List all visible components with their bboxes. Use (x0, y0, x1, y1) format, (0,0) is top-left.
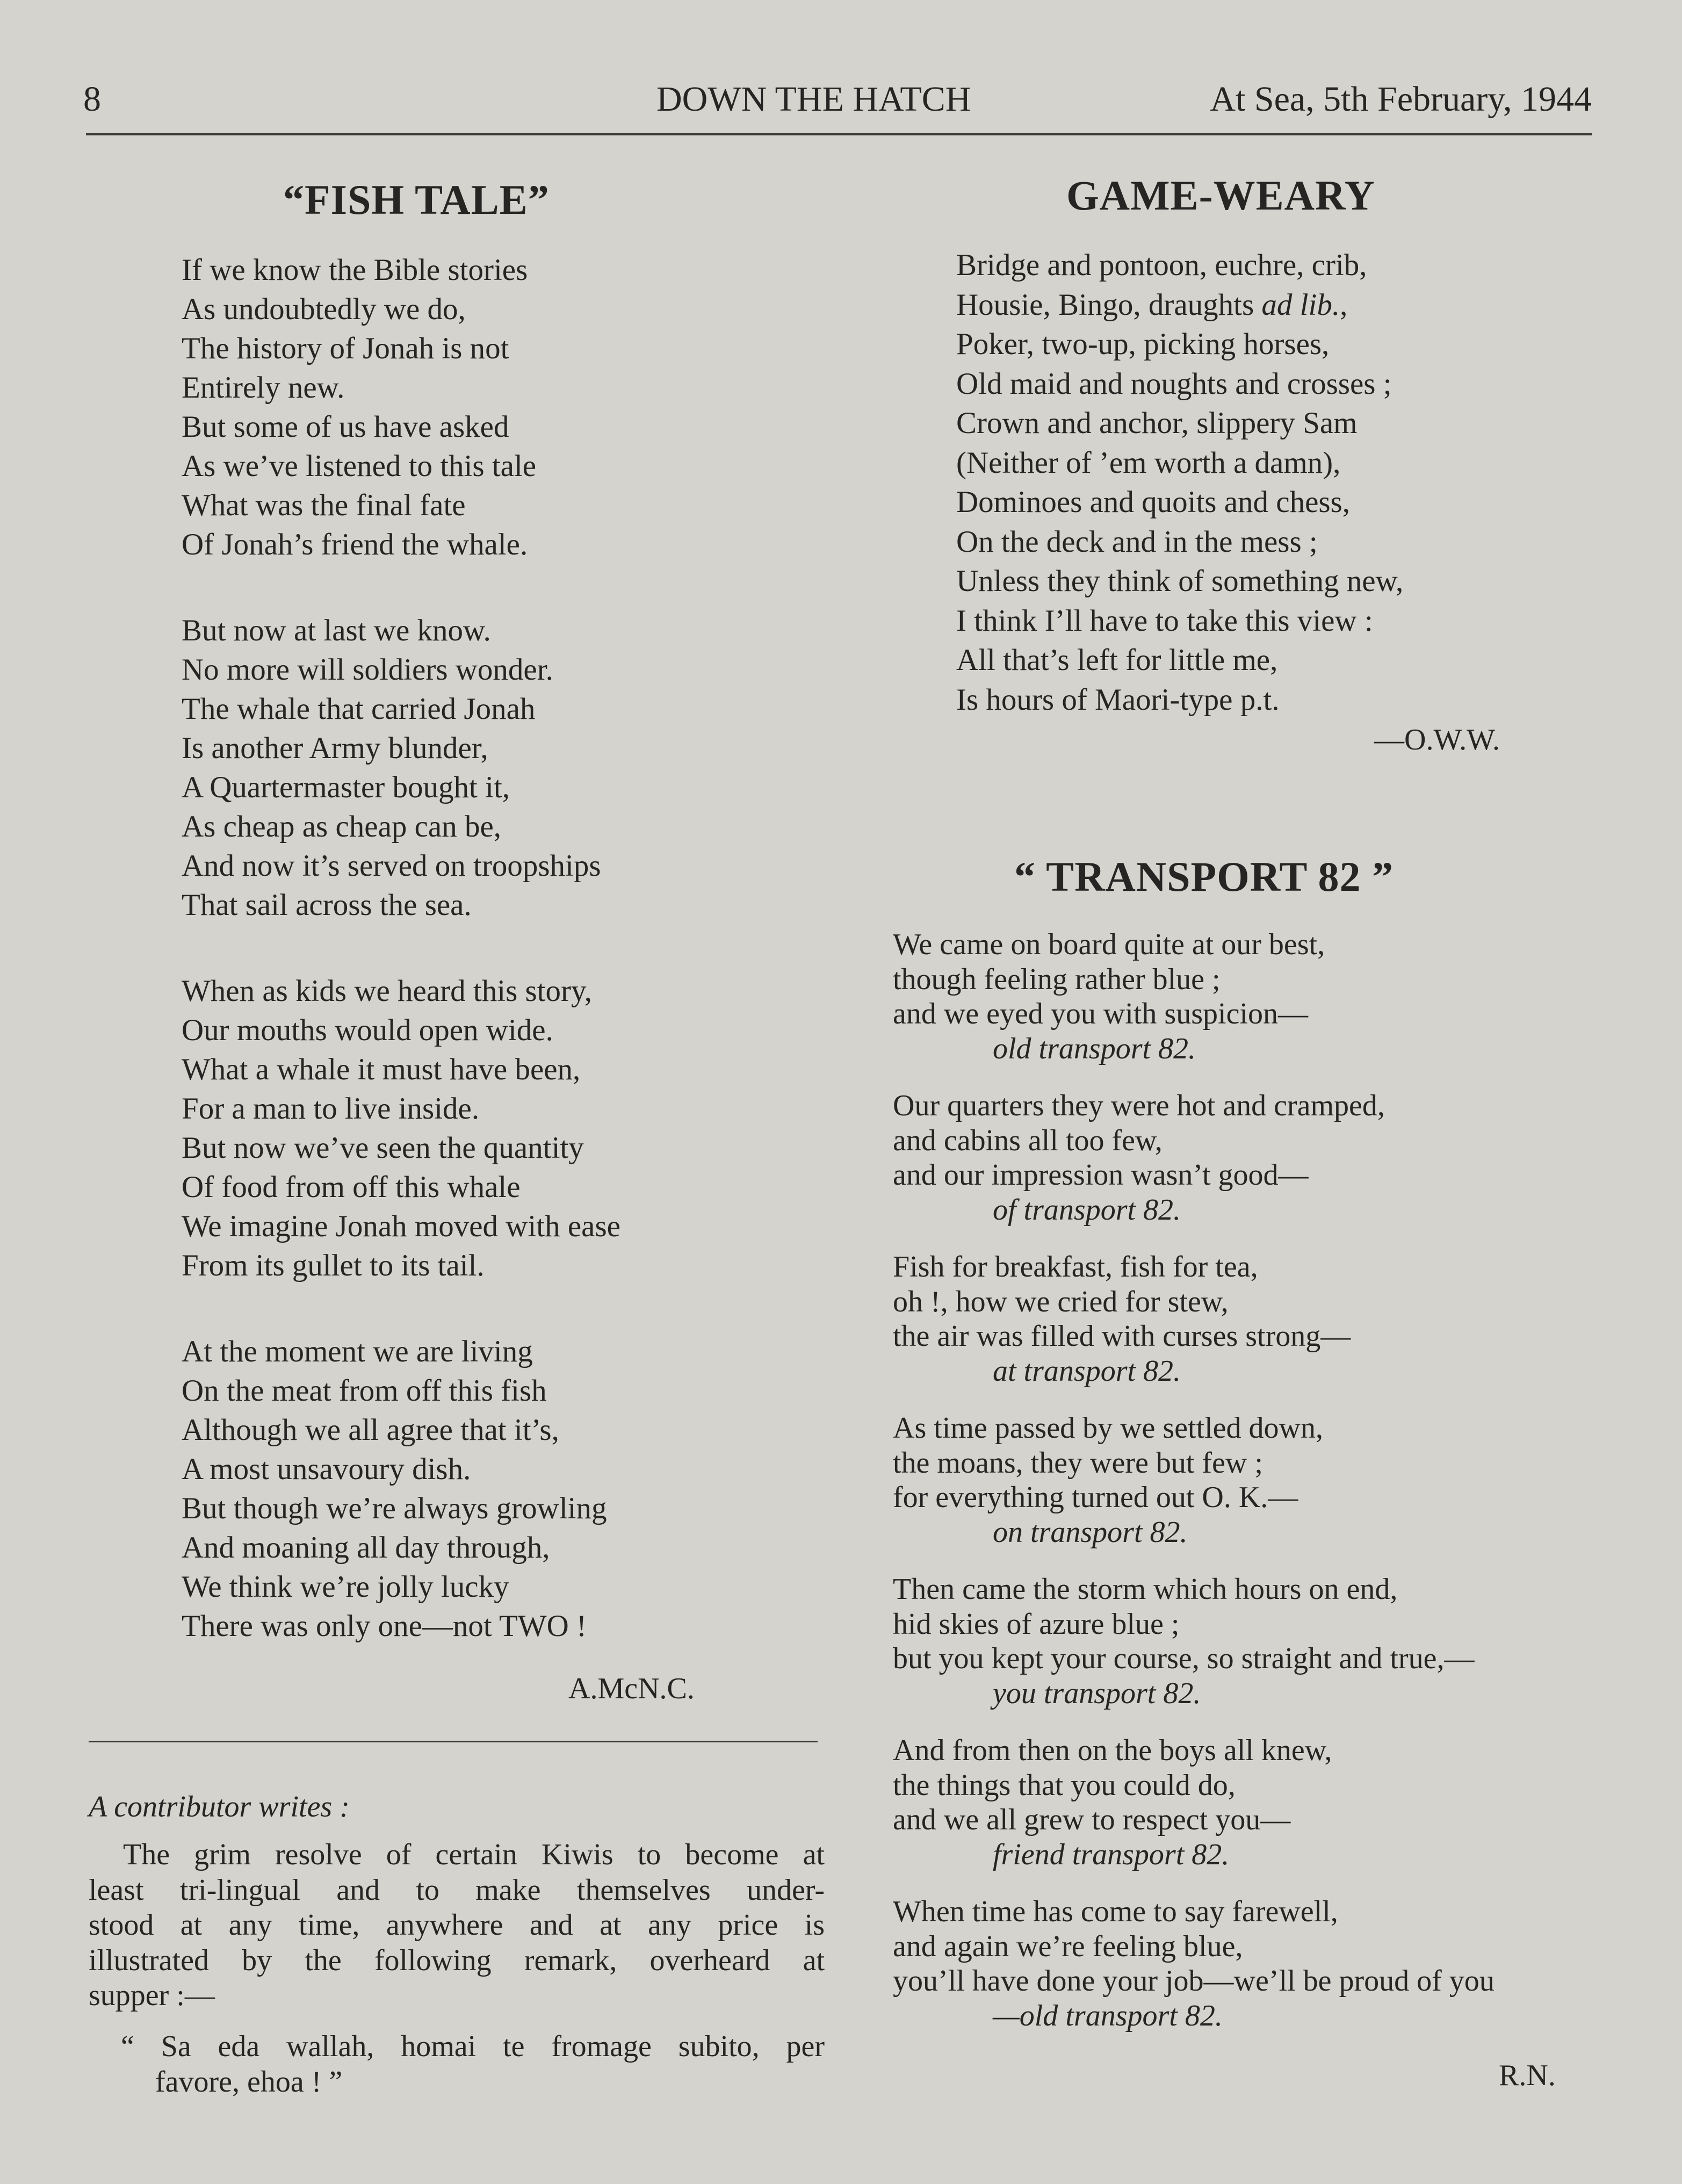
poem-line: All that’s left for little me, (956, 643, 1278, 677)
quote-line: “ Sa eda wallah, homai te fromage subito, per (121, 2030, 825, 2063)
fish-tale-signature: A.McN.C. (568, 1672, 695, 1705)
poem-line: the moans, they were but few ; (893, 1446, 1263, 1480)
publication-title: DOWN THE HATCH (656, 80, 971, 119)
poem-line: And moaning all day through, (182, 1531, 550, 1565)
poem-line: What a whale it must have been, (182, 1053, 581, 1086)
italic-text: ad lib. (1261, 287, 1340, 322)
poem-line: We imagine Jonah moved with ease (182, 1209, 620, 1243)
poem-line: (Neither of ’em worth a damn), (956, 445, 1341, 480)
poem-line: Old maid and noughts and crosses ; (956, 366, 1392, 401)
poem-line: The whale that carried Jonah (182, 692, 536, 726)
refrain-line: old transport 82. (993, 1032, 1196, 1065)
poem-line: oh !, how we cried for stew, (893, 1285, 1229, 1318)
poem-line: I think I’ll have to take this view : (956, 603, 1373, 638)
poem-line: Our mouths would open wide. (182, 1013, 553, 1047)
poem-line: and we all grew to respect you— (893, 1803, 1291, 1836)
refrain-line: at transport 82. (993, 1354, 1181, 1388)
game-weary-title: GAME-WEARY (1066, 172, 1375, 219)
header-rule (86, 133, 1592, 135)
poem-line: But now at last we know. (182, 614, 491, 647)
poem-line: The history of Jonah is not (182, 331, 509, 365)
poem-line: But now we’ve seen the quantity (182, 1131, 584, 1165)
poem-line: Of food from off this whale (182, 1170, 521, 1204)
stanza-gap (893, 1872, 1645, 1894)
poem-line: hid skies of azure blue ; (893, 1607, 1180, 1641)
stanza-gap (893, 1066, 1645, 1089)
poem-line: At the moment we are living (182, 1335, 533, 1368)
fish-tale-poem (182, 250, 826, 1646)
stanza-gap (893, 1227, 1645, 1250)
poem-line: A most unsavoury dish. (182, 1452, 471, 1486)
stanza-gap (182, 925, 826, 971)
game-weary-signature: —O.W.W. (1374, 723, 1500, 756)
transport-82-signature: R.N. (1499, 2059, 1556, 2092)
poem-line: Dominoes and quoits and chess, (956, 485, 1350, 519)
refrain-line: you transport 82. (993, 1676, 1201, 1710)
contributor-heading: A contributor writes : (89, 1790, 350, 1823)
poem-line: As time passed by we settled down, (893, 1411, 1323, 1445)
refrain-line: of transport 82. (993, 1193, 1181, 1227)
poem-line: But some of us have asked (182, 410, 509, 444)
poem-line: Of Jonah’s friend the whale. (182, 528, 528, 561)
poem-line: What was the final fate (182, 488, 466, 522)
poem-line: If we know the Bible stories (182, 253, 528, 287)
stanza-gap (893, 1388, 1645, 1411)
line-text: Housie, Bingo, draughts (956, 287, 1262, 322)
stanza-gap (893, 1711, 1645, 1733)
poem-line: and again we’re feeling blue, (893, 1929, 1243, 1963)
poem-line (956, 285, 1574, 325)
poem-line: Then came the storm which hours on end, (893, 1573, 1398, 1606)
paragraph-line: supper :— (89, 1979, 215, 2012)
poem-line: and we eyed you with suspicion— (893, 997, 1308, 1030)
poem-line: From its gullet to its tail. (182, 1249, 485, 1282)
poem-line: There was only one—not TWO ! (182, 1609, 587, 1643)
poem-line: As cheap as cheap can be, (182, 810, 502, 844)
poem-line: No more will soldiers wonder. (182, 653, 553, 687)
contributor-quote (121, 2029, 825, 2100)
poem-line: When time has come to say farewell, (893, 1895, 1338, 1928)
poem-line: Our quarters they were hot and cramped, (893, 1089, 1385, 1122)
poem-line: When as kids we heard this story, (182, 974, 593, 1008)
poem-line: And from then on the boys all knew, (893, 1734, 1332, 1767)
stanza-gap (182, 564, 826, 611)
poem-line: but you kept your course, so straight and true,— (893, 1642, 1475, 1675)
poem-line: But though we’re always growling (182, 1491, 607, 1525)
poem-line: and cabins all too few, (893, 1123, 1163, 1157)
transport-82-poem (893, 927, 1645, 2033)
poem-line: We think we’re jolly lucky (182, 1570, 509, 1604)
stanza-gap (182, 1285, 826, 1332)
refrain-line: on transport 82. (993, 1515, 1188, 1549)
poem-line: the air was filled with curses strong— (893, 1320, 1351, 1353)
poem-line: Bridge and pontoon, euchre, crib, (956, 248, 1367, 282)
poem-line: the things that you could do, (893, 1768, 1236, 1802)
poem-line: you’ll have done your job—we’ll be proud of you (893, 1964, 1495, 1998)
poem-line: Crown and anchor, slippery Sam (956, 406, 1358, 440)
poem-line: Poker, two-up, picking horses, (956, 327, 1330, 361)
poem-line: That sail across the sea. (182, 888, 472, 922)
paragraph-line: least tri-lingual and to make themselves under- (89, 1873, 825, 1907)
poem-line: As we’ve listened to this tale (182, 449, 537, 483)
poem-line: We came on board quite at our best, (893, 928, 1325, 961)
paragraph-line: The grim resolve of certain Kiwis to become at (123, 1838, 825, 1871)
poem-line: As undoubtedly we do, (182, 292, 466, 326)
dateline: At Sea, 5th February, 1944 (1210, 80, 1592, 119)
stanza-gap (893, 1549, 1645, 1572)
refrain-line: —old transport 82. (993, 1999, 1223, 2032)
poem-line: And now it’s served on troopships (182, 849, 601, 883)
poem-line: Is another Army blunder, (182, 731, 488, 765)
poem-line: Fish for breakfast, fish for tea, (893, 1250, 1258, 1284)
poem-line: Entirely new. (182, 371, 345, 405)
quote-line: favore, ehoa ! ” (155, 2065, 343, 2099)
line-text: , (1340, 287, 1348, 322)
paragraph-line: stood at any time, anywhere and at any price is (89, 1908, 825, 1942)
poem-line: Although we all agree that it’s, (182, 1413, 559, 1447)
page-number: 8 (83, 80, 101, 119)
section-divider (89, 1741, 818, 1742)
poem-line: A Quartermaster bought it, (182, 770, 510, 804)
fish-tale-title: “FISH TALE” (283, 176, 550, 223)
poem-line: Unless they think of something new, (956, 564, 1404, 598)
refrain-line: friend transport 82. (993, 1837, 1230, 1871)
poem-line: Is hours of Maori-type p.t. (956, 682, 1280, 717)
poem-line: for everything turned out O. K.— (893, 1481, 1298, 1514)
contributor-paragraph (89, 1837, 825, 2014)
transport-82-title: “ TRANSPORT 82 ” (1014, 853, 1394, 900)
poem-line: On the meat from off this fish (182, 1374, 547, 1408)
poem-line: For a man to live inside. (182, 1092, 480, 1126)
paragraph-line: illustrated by the following remark, overheard at (89, 1943, 825, 1977)
poem-line: though feeling rather blue ; (893, 962, 1221, 996)
game-weary-poem (956, 246, 1574, 719)
poem-line: and our impression wasn’t good— (893, 1158, 1309, 1192)
poem-line: On the deck and in the mess ; (956, 524, 1318, 559)
